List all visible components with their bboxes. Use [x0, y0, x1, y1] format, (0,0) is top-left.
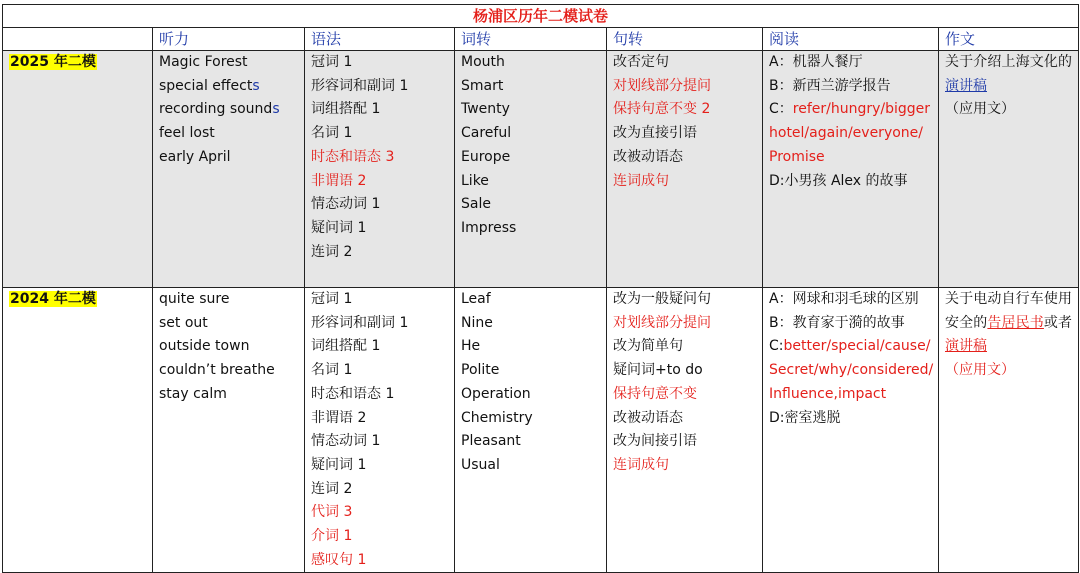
sentence-item: 对划线部分提问: [613, 77, 711, 94]
word-item: He: [461, 338, 481, 355]
writing-cell: [939, 51, 1079, 288]
grammar-item: 冠词 1: [311, 291, 353, 307]
word-item: Sale: [461, 196, 491, 213]
reading-b: B：新西兰游学报告: [769, 77, 891, 94]
word-item: Chemistry: [461, 409, 533, 426]
header-sentence-transform: 句转: [607, 28, 763, 51]
grammar-item: 疑问词 1: [311, 456, 367, 473]
writing-text: 关于电动自行车使用安全的告居民书或者演讲稿 （应用文）: [945, 291, 1073, 379]
reading-d: D:小男孩 Alex 的故事: [769, 172, 908, 189]
grammar-item: 形容词和副词 1: [311, 314, 409, 331]
grammar-item: 词组搭配 1: [311, 338, 381, 355]
writing-genre: 演讲稿: [945, 338, 987, 355]
year-label: 2025 年二模: [10, 54, 96, 70]
grammar-item: 时态和语态 1: [311, 385, 395, 402]
writing-genre: 演讲稿: [945, 77, 987, 94]
listening-item: outside town: [159, 338, 250, 355]
writing-genre: 告居民书: [987, 314, 1044, 331]
word-item: Smart: [461, 77, 504, 94]
word-item: Polite: [461, 362, 500, 379]
listening-item: feel lost: [159, 125, 215, 142]
reading-cell: [763, 288, 939, 573]
grammar-item: 连词 2: [311, 480, 353, 497]
sentence-item: 疑问词+to do: [613, 362, 703, 379]
listening-item: stay calm: [159, 385, 227, 402]
word-item: Leaf: [461, 291, 491, 307]
grammar-item: 情态动词 1: [311, 433, 381, 450]
sentence-item: 改被动语态: [613, 148, 683, 165]
word-item: Like: [461, 172, 489, 189]
word-item: Operation: [461, 385, 531, 402]
sentence-item: 改被动语态: [613, 409, 683, 426]
grammar-cell: [305, 288, 455, 573]
title-row: [3, 5, 1079, 28]
exam-table: [2, 4, 1079, 573]
header-writing: 作文: [939, 28, 1079, 51]
header-corner: [3, 28, 153, 51]
grammar-item: 名词 1: [311, 125, 353, 142]
sentence-item: 连词成句: [613, 456, 669, 473]
grammar-item: 时态和语态 3: [311, 148, 395, 165]
sentence-item: 改为直接引语: [613, 125, 697, 142]
listening-item: quite sure: [159, 291, 230, 307]
table-title: 杨浦区历年二模试卷: [3, 5, 1079, 28]
listening-item: special effects: [159, 77, 260, 94]
grammar-item: 感叹句 1: [311, 551, 367, 568]
word-item: Nine: [461, 314, 493, 331]
reading-c: C:better/special/cause/ Secret/why/considered/ Influence,impact: [769, 338, 934, 402]
reading-a: A：网球和羽毛球的区别: [769, 291, 919, 307]
sentence-item: 对划线部分提问: [613, 314, 711, 331]
word-transform-cell: [455, 51, 607, 288]
listening-item: early April: [159, 148, 231, 165]
listening-item: set out: [159, 314, 208, 331]
sentence-item: 保持句意不变 2: [613, 101, 711, 118]
grammar-item: 代词 3: [311, 504, 353, 521]
grammar-cell: [305, 51, 455, 288]
grammar-item: 词组搭配 1: [311, 101, 381, 118]
reading-c: C：refer/hungry/bigger hotel/again/everyone/ Promise: [769, 101, 931, 165]
listening-cell: [153, 51, 305, 288]
grammar-item: 名词 1: [311, 362, 353, 379]
grammar-item: 介词 1: [311, 528, 353, 545]
sentence-item: 保持句意不变: [613, 385, 697, 402]
sentence-item: 改为间接引语: [613, 433, 697, 450]
grammar-item: 情态动词 1: [311, 196, 381, 213]
sentence-item: 改为一般疑问句: [613, 291, 711, 307]
listening-item: recording sounds: [159, 101, 280, 118]
year-label: 2024 年二模: [10, 291, 96, 307]
listening-item: Magic Forest: [159, 54, 248, 70]
year-cell: [3, 51, 153, 288]
word-item: Europe: [461, 148, 511, 165]
word-transform-cell: [455, 288, 607, 573]
sentence-item: 改为简单句: [613, 338, 683, 355]
sentence-item: 改否定句: [613, 54, 669, 70]
header-word-transform: 词转: [455, 28, 607, 51]
row-2024: [3, 288, 1079, 573]
grammar-item: 非谓语 2: [311, 172, 367, 189]
writing-cell: [939, 288, 1079, 573]
grammar-item: 连词 2: [311, 243, 353, 260]
writing-text: 关于介绍上海文化的演讲稿 （应用文）: [945, 54, 1073, 118]
grammar-item: 冠词 1: [311, 54, 353, 70]
sentence-transform-cell: [607, 51, 763, 288]
word-item: Mouth: [461, 54, 505, 70]
word-item: Usual: [461, 456, 500, 473]
grammar-item: 疑问词 1: [311, 219, 367, 236]
listening-item: couldn’t breathe: [159, 362, 275, 379]
header-row: [3, 28, 1079, 51]
grammar-item: 非谓语 2: [311, 409, 367, 426]
header-grammar: 语法: [305, 28, 455, 51]
grammar-item: 形容词和副词 1: [311, 77, 409, 94]
word-item: Careful: [461, 125, 512, 142]
sentence-item: 连词成句: [613, 172, 669, 189]
header-listening: 听力: [153, 28, 305, 51]
listening-cell: [153, 288, 305, 573]
year-cell: [3, 288, 153, 573]
word-item: Twenty: [461, 101, 510, 118]
reading-b: B：教育家于漪的故事: [769, 314, 905, 331]
reading-d: D:密室逃脱: [769, 409, 841, 426]
word-item: Impress: [461, 219, 517, 236]
row-2025: [3, 51, 1079, 288]
header-reading: 阅读: [763, 28, 939, 51]
reading-cell: [763, 51, 939, 288]
sentence-transform-cell: [607, 288, 763, 573]
word-item: Pleasant: [461, 433, 521, 450]
reading-a: A：机器人餐厅: [769, 54, 863, 70]
